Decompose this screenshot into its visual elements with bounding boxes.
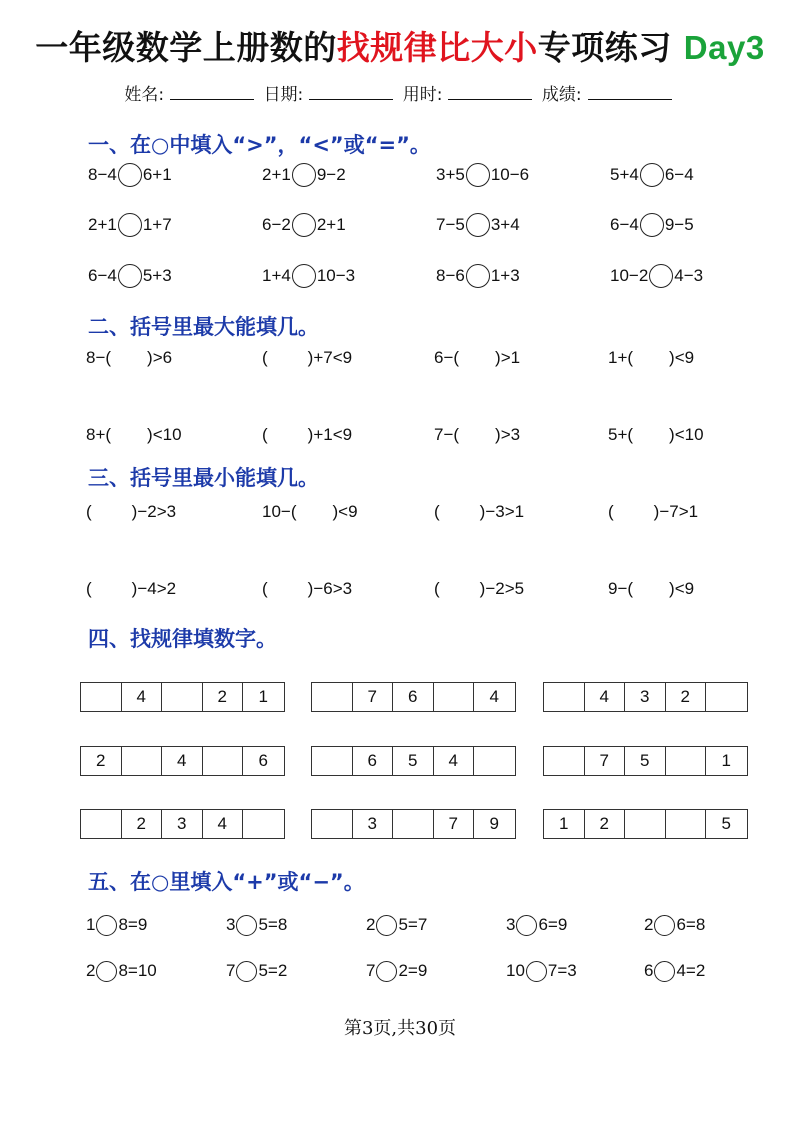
number-box: 1 <box>258 687 268 706</box>
operator-item <box>86 956 157 986</box>
compare-item <box>88 160 172 190</box>
number-sequence-grid <box>543 809 748 839</box>
empty-box[interactable] <box>544 683 585 711</box>
expression-start: ( <box>86 579 92 598</box>
number-box: 1 <box>544 810 585 838</box>
operator-circle[interactable] <box>236 915 257 936</box>
operator-circle[interactable] <box>376 915 397 936</box>
empty-box[interactable] <box>312 810 353 838</box>
empty-box[interactable] <box>122 747 163 775</box>
number-box: 6 <box>393 683 434 711</box>
number-box: 7 <box>353 683 394 711</box>
equation-rest: 7=3 <box>547 961 577 980</box>
blank-item <box>434 497 524 527</box>
score-label: 成绩: <box>541 85 582 105</box>
operator-item <box>226 956 287 986</box>
first-number: 6 <box>644 961 654 980</box>
blank-item <box>86 420 182 450</box>
empty-box[interactable] <box>312 747 353 775</box>
compare-row <box>0 261 800 291</box>
operator-circle[interactable] <box>96 961 117 982</box>
operator-item <box>644 910 705 940</box>
expression-start: 6−( <box>434 348 460 367</box>
number-sequence-grid <box>311 746 516 776</box>
number-box: 9 <box>489 814 499 833</box>
equation-rest: 6=8 <box>676 915 706 934</box>
date-label: 日期: <box>263 85 304 105</box>
answer-circle[interactable] <box>118 213 142 237</box>
answer-circle[interactable] <box>118 163 142 187</box>
expression-end: )−3>1 <box>479 502 525 521</box>
left-expression: 10−2 <box>610 266 649 285</box>
empty-box[interactable] <box>706 683 747 711</box>
page-footer: 第3页,共30页 <box>343 1018 457 1039</box>
answer-circle[interactable] <box>640 163 664 187</box>
answer-circle[interactable] <box>466 163 490 187</box>
number-box: 2 <box>81 747 122 775</box>
answer-circle[interactable] <box>649 264 673 288</box>
first-number: 2 <box>366 915 376 934</box>
answer-circle[interactable] <box>466 213 490 237</box>
worksheet-title <box>0 22 800 69</box>
number-box: 2 <box>585 810 626 838</box>
number-sequence-grid <box>543 682 748 712</box>
operator-circle[interactable] <box>96 915 117 936</box>
expression-end: )+7<9 <box>307 348 353 367</box>
expression-end: )+1<9 <box>307 425 353 444</box>
number-box: 4 <box>489 687 499 706</box>
operator-circle[interactable] <box>236 961 257 982</box>
number-box: 6 <box>353 747 394 775</box>
expression-start: 9−( <box>608 579 634 598</box>
empty-box[interactable] <box>312 683 353 711</box>
number-box: 4 <box>585 683 626 711</box>
compare-item <box>610 160 694 190</box>
blank-item <box>608 497 698 527</box>
operator-row <box>0 910 800 940</box>
operator-row <box>0 956 800 986</box>
number-box: 6 <box>258 751 268 770</box>
compare-item <box>262 210 346 240</box>
compare-item <box>610 261 703 291</box>
blank-item <box>262 420 352 450</box>
number-box: 5 <box>721 814 731 833</box>
empty-box[interactable] <box>162 683 203 711</box>
expression-end: )−2>5 <box>479 579 525 598</box>
first-number: 1 <box>86 915 96 934</box>
expression-end: )>6 <box>147 348 173 367</box>
empty-box[interactable] <box>666 810 707 838</box>
number-sequence-grid <box>311 809 516 839</box>
right-expression: 9−5 <box>664 215 694 234</box>
empty-box[interactable] <box>434 683 475 711</box>
right-expression: 6+1 <box>142 165 172 184</box>
operator-item <box>644 956 705 986</box>
left-expression: 6−2 <box>262 215 291 234</box>
number-sequence-grid <box>80 682 285 712</box>
expression-start: 1+( <box>608 348 634 367</box>
operator-item <box>506 956 577 986</box>
first-number: 7 <box>226 961 236 980</box>
right-expression: 6−4 <box>664 165 694 184</box>
compare-item <box>436 210 520 240</box>
compare-item <box>610 210 694 240</box>
empty-box[interactable] <box>81 810 122 838</box>
empty-box[interactable] <box>81 683 122 711</box>
blank-item <box>434 420 520 450</box>
operator-item <box>506 910 567 940</box>
equation-rest: 4=2 <box>676 961 706 980</box>
first-number: 7 <box>366 961 376 980</box>
operator-circle[interactable] <box>654 961 675 982</box>
number-box: 2 <box>203 683 244 711</box>
number-sequence-grid <box>311 682 516 712</box>
left-expression: 7−5 <box>436 215 465 234</box>
number-box: 3 <box>625 683 666 711</box>
compare-item <box>88 261 172 291</box>
number-box: 4 <box>122 683 163 711</box>
date-blank[interactable] <box>309 85 393 100</box>
right-expression: 1+7 <box>142 215 172 234</box>
operator-circle[interactable] <box>376 961 397 982</box>
number-box: 3 <box>353 810 394 838</box>
expression-end: )−7>1 <box>653 502 699 521</box>
operator-item <box>86 910 147 940</box>
left-expression: 3+5 <box>436 165 465 184</box>
title-part3: 专项练习 <box>537 28 672 67</box>
blank-row <box>0 343 800 373</box>
blank-item <box>262 343 352 373</box>
expression-end: )>3 <box>495 425 521 444</box>
left-expression: 2+1 <box>88 215 117 234</box>
compare-item <box>436 160 529 190</box>
operator-item <box>226 910 287 940</box>
compare-item <box>436 261 520 291</box>
number-sequence-grid <box>80 746 285 776</box>
answer-circle[interactable] <box>292 213 316 237</box>
time-label: 用时: <box>402 85 443 105</box>
blank-item <box>434 343 520 373</box>
left-expression: 8−6 <box>436 266 465 285</box>
right-expression: 2+1 <box>316 215 346 234</box>
answer-circle[interactable] <box>292 264 316 288</box>
expression-end: )>1 <box>495 348 521 367</box>
compare-item <box>88 210 172 240</box>
answer-circle[interactable] <box>292 163 316 187</box>
equation-rest: 8=9 <box>118 915 148 934</box>
expression-end: )<10 <box>669 425 704 444</box>
title-part1: 一年级数学上册数的 <box>35 28 337 67</box>
first-number: 3 <box>226 915 236 934</box>
right-expression: 3+4 <box>490 215 520 234</box>
number-box: 4 <box>162 747 203 775</box>
empty-box[interactable] <box>666 747 707 775</box>
right-expression: 10−3 <box>316 266 356 285</box>
empty-box[interactable] <box>625 810 666 838</box>
number-box: 7 <box>585 747 626 775</box>
blank-item <box>86 343 172 373</box>
number-box: 1 <box>721 751 731 770</box>
section-heading: 二、括号里最大能填几。 <box>88 315 319 339</box>
expression-start: ( <box>434 502 440 521</box>
empty-box[interactable] <box>474 747 515 775</box>
time-blank[interactable] <box>448 85 532 100</box>
right-expression: 1+3 <box>490 266 520 285</box>
blank-row <box>0 574 800 604</box>
operator-circle[interactable] <box>526 961 547 982</box>
number-box: 5 <box>393 747 434 775</box>
left-expression: 6−4 <box>88 266 117 285</box>
left-expression: 5+4 <box>610 165 639 184</box>
equation-rest: 5=2 <box>258 961 288 980</box>
empty-box[interactable] <box>243 810 284 838</box>
number-box: 2 <box>666 683 707 711</box>
left-expression: 1+4 <box>262 266 291 285</box>
number-sequence-grid <box>543 746 748 776</box>
right-expression: 4−3 <box>674 266 704 285</box>
blank-item <box>262 497 358 527</box>
section-heading: 四、找规律填数字。 <box>88 627 277 651</box>
blank-row <box>0 420 800 450</box>
number-box: 4 <box>434 747 475 775</box>
empty-box[interactable] <box>203 747 244 775</box>
expression-end: )<9 <box>669 348 695 367</box>
compare-row <box>0 210 800 240</box>
operator-item <box>366 910 427 940</box>
blank-item <box>608 343 694 373</box>
left-expression: 6−4 <box>610 215 639 234</box>
right-expression: 10−6 <box>490 165 530 184</box>
answer-circle[interactable] <box>118 264 142 288</box>
equation-rest: 2=9 <box>398 961 428 980</box>
name-label: 姓名: <box>124 85 165 105</box>
equation-rest: 5=7 <box>398 915 428 934</box>
compare-row <box>0 160 800 190</box>
number-box: 7 <box>434 810 475 838</box>
student-info <box>0 80 800 105</box>
expression-start: 5+( <box>608 425 634 444</box>
expression-end: )<10 <box>147 425 182 444</box>
equation-rest: 5=8 <box>258 915 288 934</box>
first-number: 3 <box>506 915 516 934</box>
expression-start: ( <box>262 579 268 598</box>
section-heading: 五、在○里填入“+”或“−”。 <box>88 870 365 894</box>
expression-start: ( <box>86 502 92 521</box>
expression-start: ( <box>608 502 614 521</box>
left-expression: 8−4 <box>88 165 117 184</box>
expression-end: )−2>3 <box>131 502 177 521</box>
blank-item <box>608 420 704 450</box>
blank-row <box>0 497 800 527</box>
equation-rest: 8=10 <box>118 961 157 980</box>
section-heading: 一、在○中填入“>”，“<”或“=”。 <box>88 133 431 157</box>
expression-start: ( <box>434 579 440 598</box>
operator-circle[interactable] <box>516 915 537 936</box>
blank-item <box>434 574 524 604</box>
expression-start: ( <box>262 348 268 367</box>
expression-start: ( <box>262 425 268 444</box>
operator-item <box>366 956 427 986</box>
answer-circle[interactable] <box>640 213 664 237</box>
name-blank[interactable] <box>170 85 254 100</box>
number-sequence-grid <box>80 809 285 839</box>
operator-circle[interactable] <box>654 915 675 936</box>
right-expression: 9−2 <box>316 165 346 184</box>
blank-item <box>86 497 176 527</box>
first-number: 2 <box>644 915 654 934</box>
section-heading: 三、括号里最小能填几。 <box>88 466 319 490</box>
title-highlight: 找规律比大小 <box>336 28 538 67</box>
compare-item <box>262 261 355 291</box>
left-expression: 2+1 <box>262 165 291 184</box>
expression-end: )−4>2 <box>131 579 177 598</box>
answer-circle[interactable] <box>466 264 490 288</box>
number-box: 4 <box>203 810 244 838</box>
blank-item <box>608 574 694 604</box>
equation-rest: 6=9 <box>538 915 568 934</box>
blank-item <box>86 574 176 604</box>
expression-start: 7−( <box>434 425 460 444</box>
empty-box[interactable] <box>393 810 434 838</box>
expression-end: )<9 <box>669 579 695 598</box>
empty-box[interactable] <box>544 747 585 775</box>
title-day: Day3 <box>683 29 765 66</box>
expression-end: )−6>3 <box>307 579 353 598</box>
blank-item <box>262 574 352 604</box>
expression-start: 10−( <box>262 502 297 521</box>
expression-start: 8+( <box>86 425 112 444</box>
number-box: 5 <box>625 747 666 775</box>
score-blank[interactable] <box>588 85 672 100</box>
compare-item <box>262 160 346 190</box>
expression-start: 8−( <box>86 348 112 367</box>
number-box: 2 <box>122 810 163 838</box>
first-number: 2 <box>86 961 96 980</box>
first-number: 10 <box>506 961 525 980</box>
right-expression: 5+3 <box>142 266 172 285</box>
number-box: 3 <box>162 810 203 838</box>
expression-end: )<9 <box>332 502 358 521</box>
